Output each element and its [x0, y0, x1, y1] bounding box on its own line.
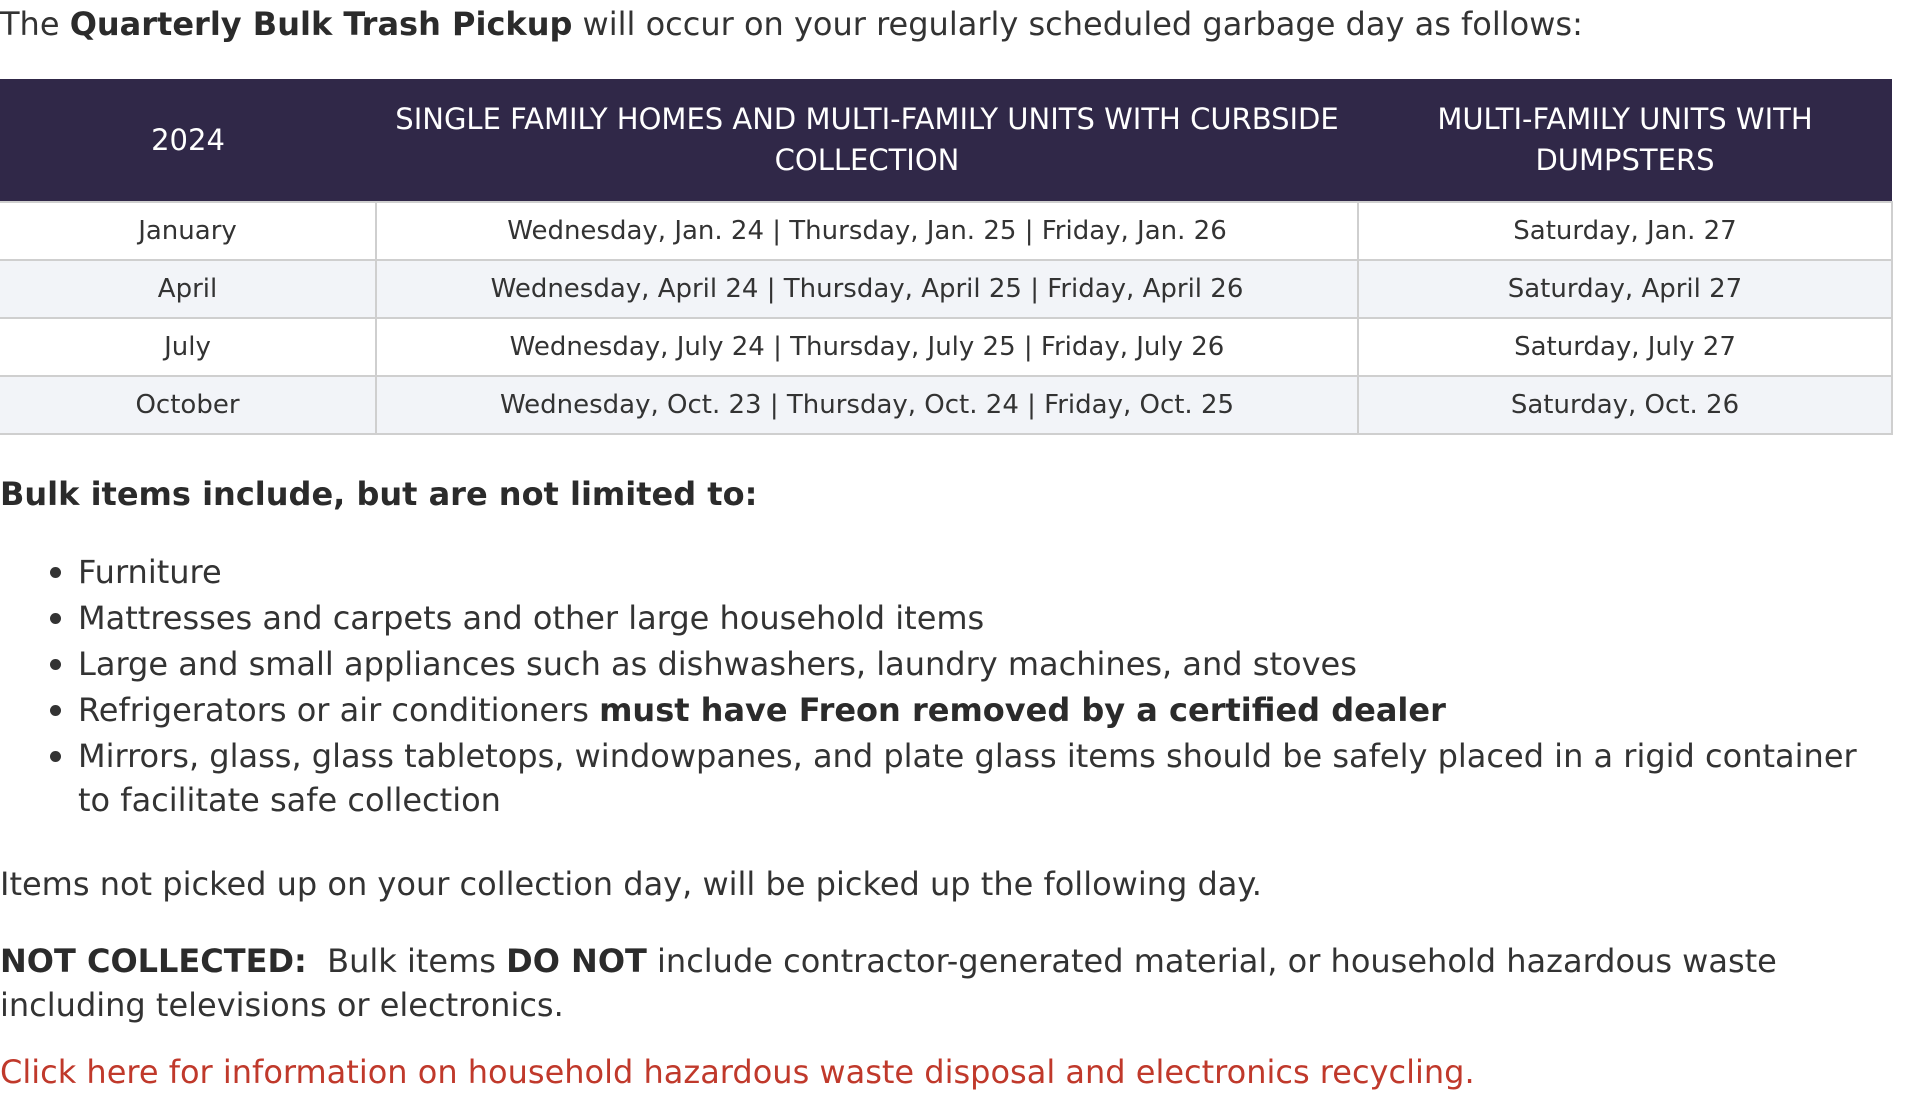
list-item: [0, 550, 1880, 594]
bullet-icon: [50, 567, 61, 578]
table-row: [0, 376, 1892, 434]
list-item-text: Furniture: [78, 553, 222, 591]
curbside-dates-cell: Wednesday, Jan. 24 | Thursday, Jan. 25 | Friday, Jan. 26: [376, 202, 1358, 260]
curbside-dates-cell: Wednesday, Oct. 23 | Thursday, Oct. 24 | Friday, Oct. 25: [376, 376, 1358, 434]
dumpster-date-cell: Saturday, April 27: [1358, 260, 1892, 318]
dumpster-date-cell: Saturday, Oct. 26: [1358, 376, 1892, 434]
list-item-text: Large and small appliances such as dishwashers, laundry machines, and stoves: [78, 645, 1357, 683]
list-item: [0, 688, 1880, 732]
bulk-items-heading: Bulk items include, but are not limited to:: [0, 475, 758, 513]
list-item-bold-text: must have Freon removed by a certified dealer: [599, 691, 1446, 729]
dumpster-date-cell: Saturday, Jan. 27: [1358, 202, 1892, 260]
month-cell: October: [0, 376, 376, 434]
pickup-note: Items not picked up on your collection day, will be picked up the following day.: [0, 865, 1262, 903]
bullet-icon: [50, 613, 61, 624]
month-cell: April: [0, 260, 376, 318]
not-collected-text2: include contractor-generated material, or household hazardous waste including televisions or electronics.: [0, 942, 1777, 1024]
hazardous-waste-link[interactable]: Click here for information on household hazardous waste disposal and electronics recycling.: [0, 1053, 1475, 1091]
month-cell: July: [0, 318, 376, 376]
month-cell: January: [0, 202, 376, 260]
bullet-icon: [50, 705, 61, 716]
pickup-schedule-table: [0, 79, 1893, 435]
list-item: [0, 596, 1880, 640]
list-item-text: Mattresses and carpets and other large household items: [78, 599, 985, 637]
header-dumpsters: MULTI-FAMILY UNITS WITH DUMPSTERS: [1358, 79, 1892, 202]
intro-suffix: will occur on your regularly scheduled garbage day as follows:: [572, 5, 1583, 43]
not-collected-text1: Bulk items: [306, 942, 507, 980]
table-row: [0, 202, 1892, 260]
table-header-row: [0, 79, 1892, 202]
list-item: [0, 642, 1880, 686]
not-collected-paragraph: [0, 939, 1900, 1027]
intro-bold-title: Quarterly Bulk Trash Pickup: [69, 5, 573, 43]
header-year: 2024: [0, 79, 376, 202]
header-curbside: SINGLE FAMILY HOMES AND MULTI-FAMILY UNITS WITH CURBSIDE COLLECTION: [376, 79, 1358, 202]
bullet-icon: [50, 751, 61, 762]
not-collected-emphasis: DO NOT: [506, 942, 647, 980]
dumpster-date-cell: Saturday, July 27: [1358, 318, 1892, 376]
not-collected-label: NOT COLLECTED:: [0, 942, 307, 980]
intro-paragraph: [0, 2, 1583, 46]
intro-prefix: The: [0, 5, 70, 43]
list-item-text: Mirrors, glass, glass tabletops, windowpanes, and plate glass items should be safely placed in a rigid container to facilitate safe collection: [78, 737, 1857, 819]
table-row: [0, 260, 1892, 318]
bulk-items-list: [0, 550, 1880, 824]
table-row: [0, 318, 1892, 376]
curbside-dates-cell: Wednesday, July 24 | Thursday, July 25 | Friday, July 26: [376, 318, 1358, 376]
list-item-text: Refrigerators or air conditioners: [78, 691, 600, 729]
bullet-icon: [50, 659, 61, 670]
list-item: [0, 734, 1880, 822]
curbside-dates-cell: Wednesday, April 24 | Thursday, April 25 | Friday, April 26: [376, 260, 1358, 318]
